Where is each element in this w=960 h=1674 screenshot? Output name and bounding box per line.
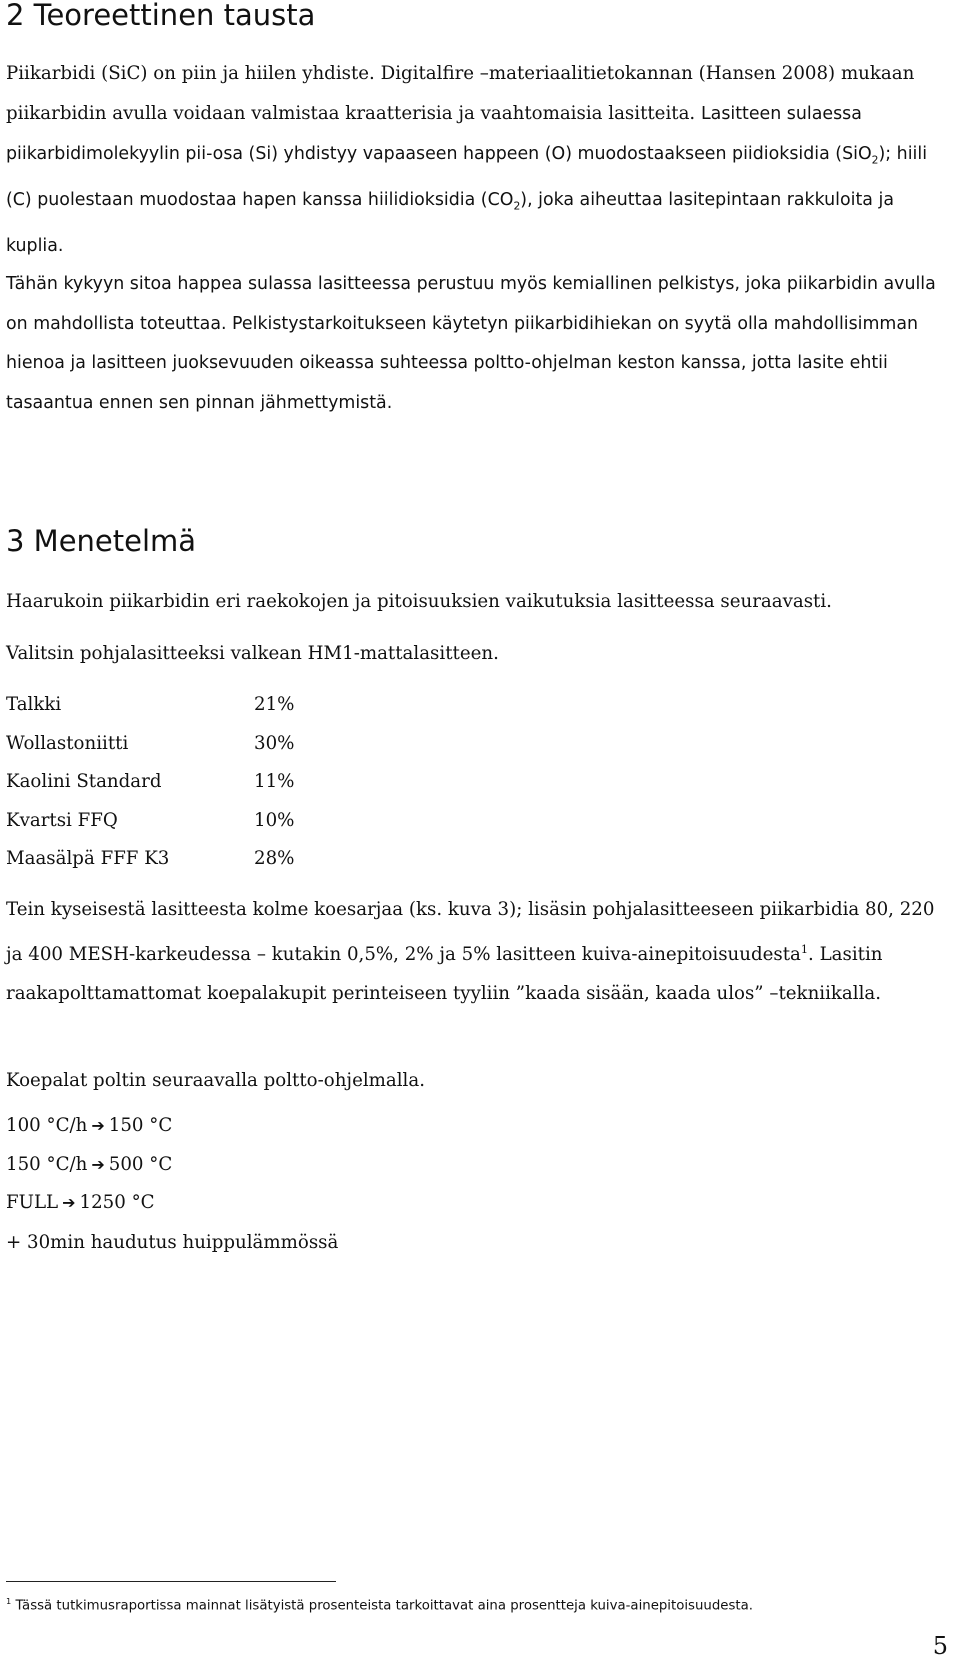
- page-number: 5: [932, 1632, 948, 1660]
- firing-rate: 150 °C/h: [6, 1154, 88, 1175]
- section-2-paragraph-1: [6, 54, 941, 266]
- component-percent: 28%: [254, 848, 295, 869]
- paragraph-1-text-a: Piikarbidi (SiC) on piin ja hiilen yhdiste. Digitalfire –materiaalitietokannan (Hansen 2008) mukaan piikarbidin avulla voidaan valmistaa kraatterisia ja vaahtomaisia lasitteita.: [6, 63, 915, 124]
- arrow-right-icon: ➔: [91, 1116, 105, 1135]
- footnote-divider: [6, 1581, 336, 1582]
- component-name: Wollastoniitti: [6, 733, 129, 754]
- section-3-paragraph-2: Valitsin pohjalasitteeksi valkean HM1-mattalasitteen.: [6, 643, 499, 664]
- paragraph-3-text-b: . Lasitin raakapolttamattomat koepalakupit perinteiseen tyyliin ”kaada sisään, kaada ulos” –tekniikalla.: [6, 943, 883, 1005]
- firing-step: [6, 1154, 172, 1175]
- footnote-text: Tässä tutkimusraportissa mainnat lisätyistä prosenteista tarkoittavat aina prosentteja kuiva-ainepitoisuudesta.: [11, 1598, 753, 1614]
- section-3-paragraph-1: Haarukoin piikarbidin eri raekokojen ja pitoisuuksien vaikutuksia lasitteessa seuraavasti.: [6, 591, 832, 612]
- firing-rate: 100 °C/h: [6, 1115, 88, 1136]
- component-name: Talkki: [6, 694, 62, 715]
- paragraph-3-text-a: Tein kyseisestä lasitteesta kolme koesarjaa (ks. kuva 3); lisäsin pohjalasitteeseen piikarbidia 80, 220 ja 400 MESH-karkeudessa – kutakin 0,5%, 2% ja 5% lasitteen kuiva-ainepitoisuudesta: [6, 899, 935, 965]
- firing-step: [6, 1115, 172, 1136]
- paragraph-1-text-c: ); hiili (C) puolestaan muodostaa hapen kanssa hiilidioksidia (CO: [6, 144, 928, 210]
- component-percent: 21%: [254, 694, 295, 715]
- component-name: Kvartsi FFQ: [6, 810, 118, 831]
- firing-rate: FULL: [6, 1192, 59, 1213]
- arrow-right-icon: ➔: [91, 1155, 105, 1174]
- firing-hold: + 30min haudutus huippulämmössä: [6, 1232, 339, 1253]
- footnote-reference: 1: [800, 942, 809, 956]
- component-percent: 30%: [254, 733, 295, 754]
- firing-step: [6, 1192, 155, 1213]
- firing-target: 1250 °C: [79, 1192, 155, 1213]
- arrow-right-icon: ➔: [62, 1193, 76, 1212]
- section-3-paragraph-3: [6, 890, 941, 1014]
- section-2-heading: 2 Teoreettinen tausta: [6, 0, 316, 32]
- paragraph-1-text-b: Lasitteen sulaessa piikarbidimolekyylin pii-osa (Si) yhdistyy vapaaseen happeen (O) muodostaakseen piidioksidia (SiO: [6, 103, 872, 164]
- component-percent: 11%: [254, 771, 295, 792]
- component-name: Maasälpä FFF K3: [6, 848, 170, 869]
- subscript-2: 2: [871, 153, 879, 167]
- footnote-marker: 1: [6, 1596, 12, 1606]
- component-name: Kaolini Standard: [6, 771, 162, 792]
- section-3-paragraph-4: Koepalat poltin seuraavalla poltto-ohjelmalla.: [6, 1070, 425, 1091]
- paragraph-1-text-d: ), joka aiheuttaa lasitepintaan rakkuloita ja kuplia.: [6, 189, 894, 256]
- section-3-heading: 3 Menetelmä: [6, 524, 197, 558]
- subscript-2: 2: [513, 199, 521, 213]
- firing-target: 150 °C: [108, 1115, 173, 1136]
- footnote: [6, 1596, 753, 1613]
- section-2-paragraph-2: Tähän kykyyn sitoa happea sulassa lasitteessa perustuu myös kemiallinen pelkistys, joka piikarbidin avulla on mahdollista toteuttaa. Pelkistystarkoitukseen käytetyn piikarbidihiekan on syytä olla mahdollisimman hienoa ja lasitteen juoksevuuden oikeassa suhteessa poltto-ohjelman keston kanssa, jotta lasite ehtii tasaantua ennen sen pinnan jähmettymistä.: [6, 274, 936, 413]
- component-percent: 10%: [254, 810, 295, 831]
- firing-target: 500 °C: [108, 1154, 173, 1175]
